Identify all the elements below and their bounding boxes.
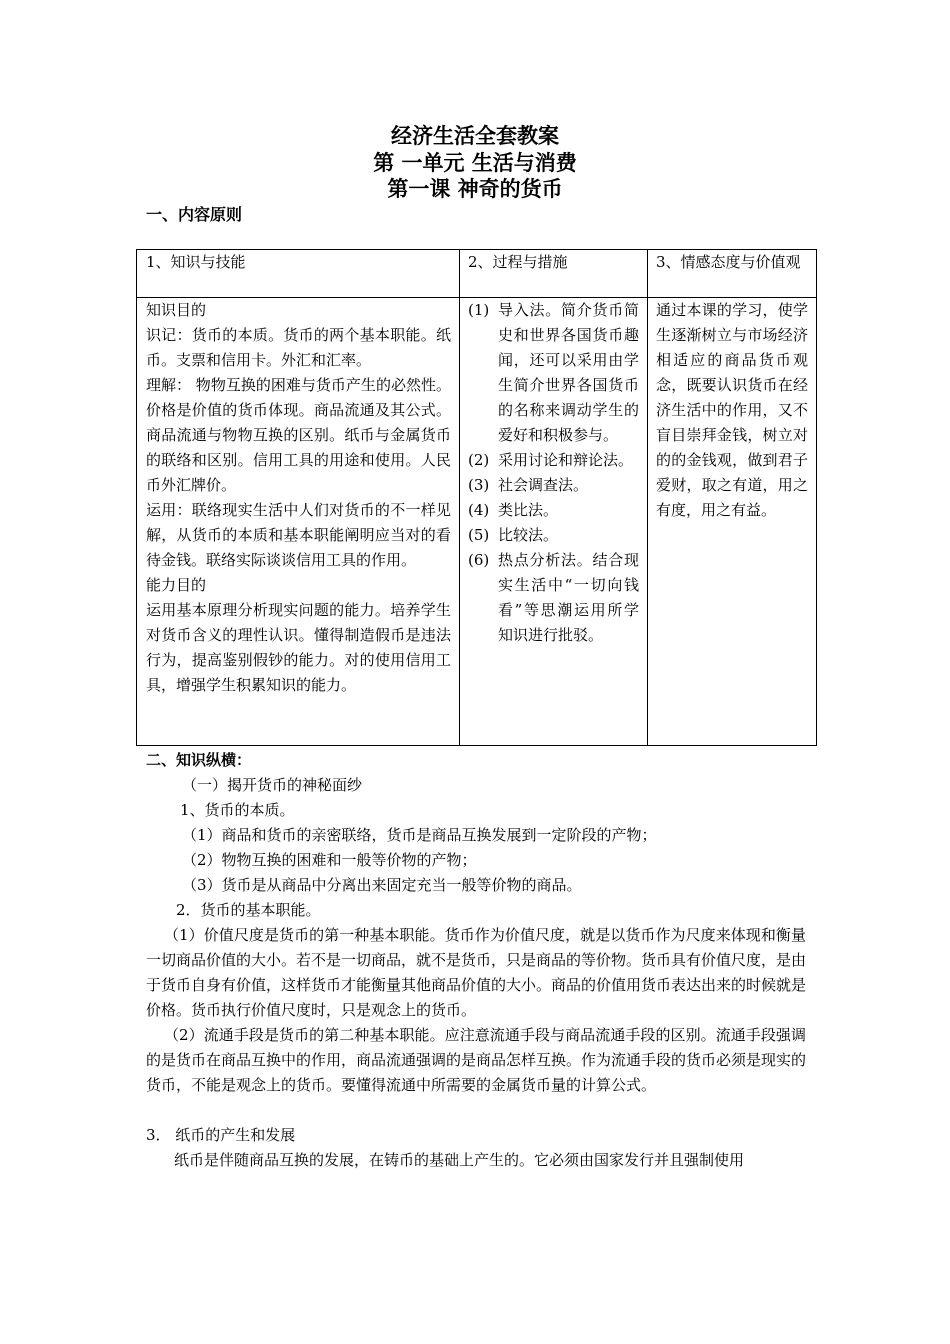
knowledge-memorize: 识记：货币的本质。货币的两个基本职能。纸币。支票和信用卡。外汇和汇率。 <box>146 326 451 369</box>
subsection-1-title: （一）揭开货币的神秘面纱 <box>182 776 363 794</box>
methods-cell <box>460 298 648 746</box>
list-item: (4) 类比法。 <box>468 501 559 519</box>
list-item: (3) 社会调查法。 <box>468 476 589 494</box>
item-1-1: （1）商品和货币的亲密联络，货币是商品互换发展到一定阶段的产物； <box>182 826 657 844</box>
attitude-cell: 通过本课的学习，使学生逐渐树立与市场经济相适应的商品货币观念，既要认识货币在经济生活中的作用，又不盲目崇拜金钱，树立对的的金钱观，做到君子爱财，取之有道，用之有度，用之有益。 <box>648 298 817 746</box>
paragraph-circulation: （2）流通手段是货币的第二种基本职能。应注意流通手段与商品流通手段的区别。流通手段强调的是货币在商品互换中的作用，商品流通强调的是商品怎样互换。作为流通手段的货币必须是现实的货币，不能是观念上的货币。要懂得流通中所需要的金属货币量的计算公式。 <box>146 1026 807 1094</box>
unit-title: 第 一单元 生活与消费 <box>373 150 577 175</box>
section1-heading: 一、内容原则 <box>146 205 243 224</box>
knowledge-goal-label: 知识目的 <box>146 301 207 319</box>
objectives-table <box>136 249 817 746</box>
knowledge-cell <box>137 298 460 746</box>
col-header-process: 2、过程与措施 <box>460 250 648 298</box>
document-title: 经济生活全套教案 <box>391 123 559 148</box>
paragraph-paper-money: 纸币是伴随商品互换的发展，在铸币的基础上产生的。它必须由国家发行并且强制使用 <box>174 1151 745 1169</box>
item-3-heading: 3． 纸币的产生和发展 <box>146 1126 296 1144</box>
item-1-2: （2）物物互换的困难和一般等价物的产物； <box>182 851 477 869</box>
item-1-3: （3）货币是从商品中分离出来固定充当一般等价物的商品。 <box>182 876 582 894</box>
knowledge-apply: 运用：联络现实生活中人们对货币的不一样见解，从货币的本质和基本职能阐明应当对的看待金钱。联络实际谈谈信用工具的作用。 <box>146 501 451 569</box>
list-item: (1) 导入法。简介货币简史和世界各国货币趣闻，还可以采用由学生简介世界各国货币的名称来调动学生的爱好和积极参与。 <box>468 301 639 444</box>
list-item: (5) 比较法。 <box>468 526 559 544</box>
item-2-heading: 2．货币的基本职能。 <box>176 901 321 919</box>
knowledge-understand: 理解： 物物互换的困难与货币产生的必然性。价格是价值的货币体现。商品流通及其公式。商品流通与物物互换的区别。纸币与金属货币的联络和区别。信用工具的用途和使用。人民币外汇牌价。 <box>146 376 451 494</box>
item-1-heading: 1、货币的本质。 <box>180 801 295 819</box>
table-body-row <box>137 298 817 746</box>
methods-list <box>468 298 639 648</box>
list-item: (6) 热点分析法。结合现实生活中“一切向钱看”等思潮运用所学知识进行批驳。 <box>468 551 639 644</box>
ability-text: 运用基本原理分析现实问题的能力。培养学生对货币含义的理性认识。懂得制造假币是违法行为，提高鉴别假钞的能力。对的使用信用工具，增强学生积累知识的能力。 <box>146 601 451 694</box>
ability-goal-label: 能力目的 <box>146 576 207 594</box>
paragraph-value-measure: （1）价值尺度是货币的第一种基本职能。货币作为价值尺度，就是以货币作为尺度来体现和衡量一切商品价值的大小。若不是一切商品，就不是货币，只是商品的等价物。货币具有价值尺度，是由于货币自身有价值，这样货币才能衡量其他商品价值的大小。商品的价值用货币表达出来的时候就是价格。货币执行价值尺度时，只是观念上的货币。 <box>146 926 807 1019</box>
lesson-title: 第一课 神奇的货币 <box>387 176 563 201</box>
section2-heading: 二、知识纵横： <box>146 751 252 769</box>
col-header-knowledge: 1、知识与技能 <box>137 250 460 298</box>
table-header-row <box>137 250 817 298</box>
col-header-attitude: 3、情感态度与价值观 <box>648 250 817 298</box>
list-item: (2) 采用讨论和辩论法。 <box>468 451 634 469</box>
